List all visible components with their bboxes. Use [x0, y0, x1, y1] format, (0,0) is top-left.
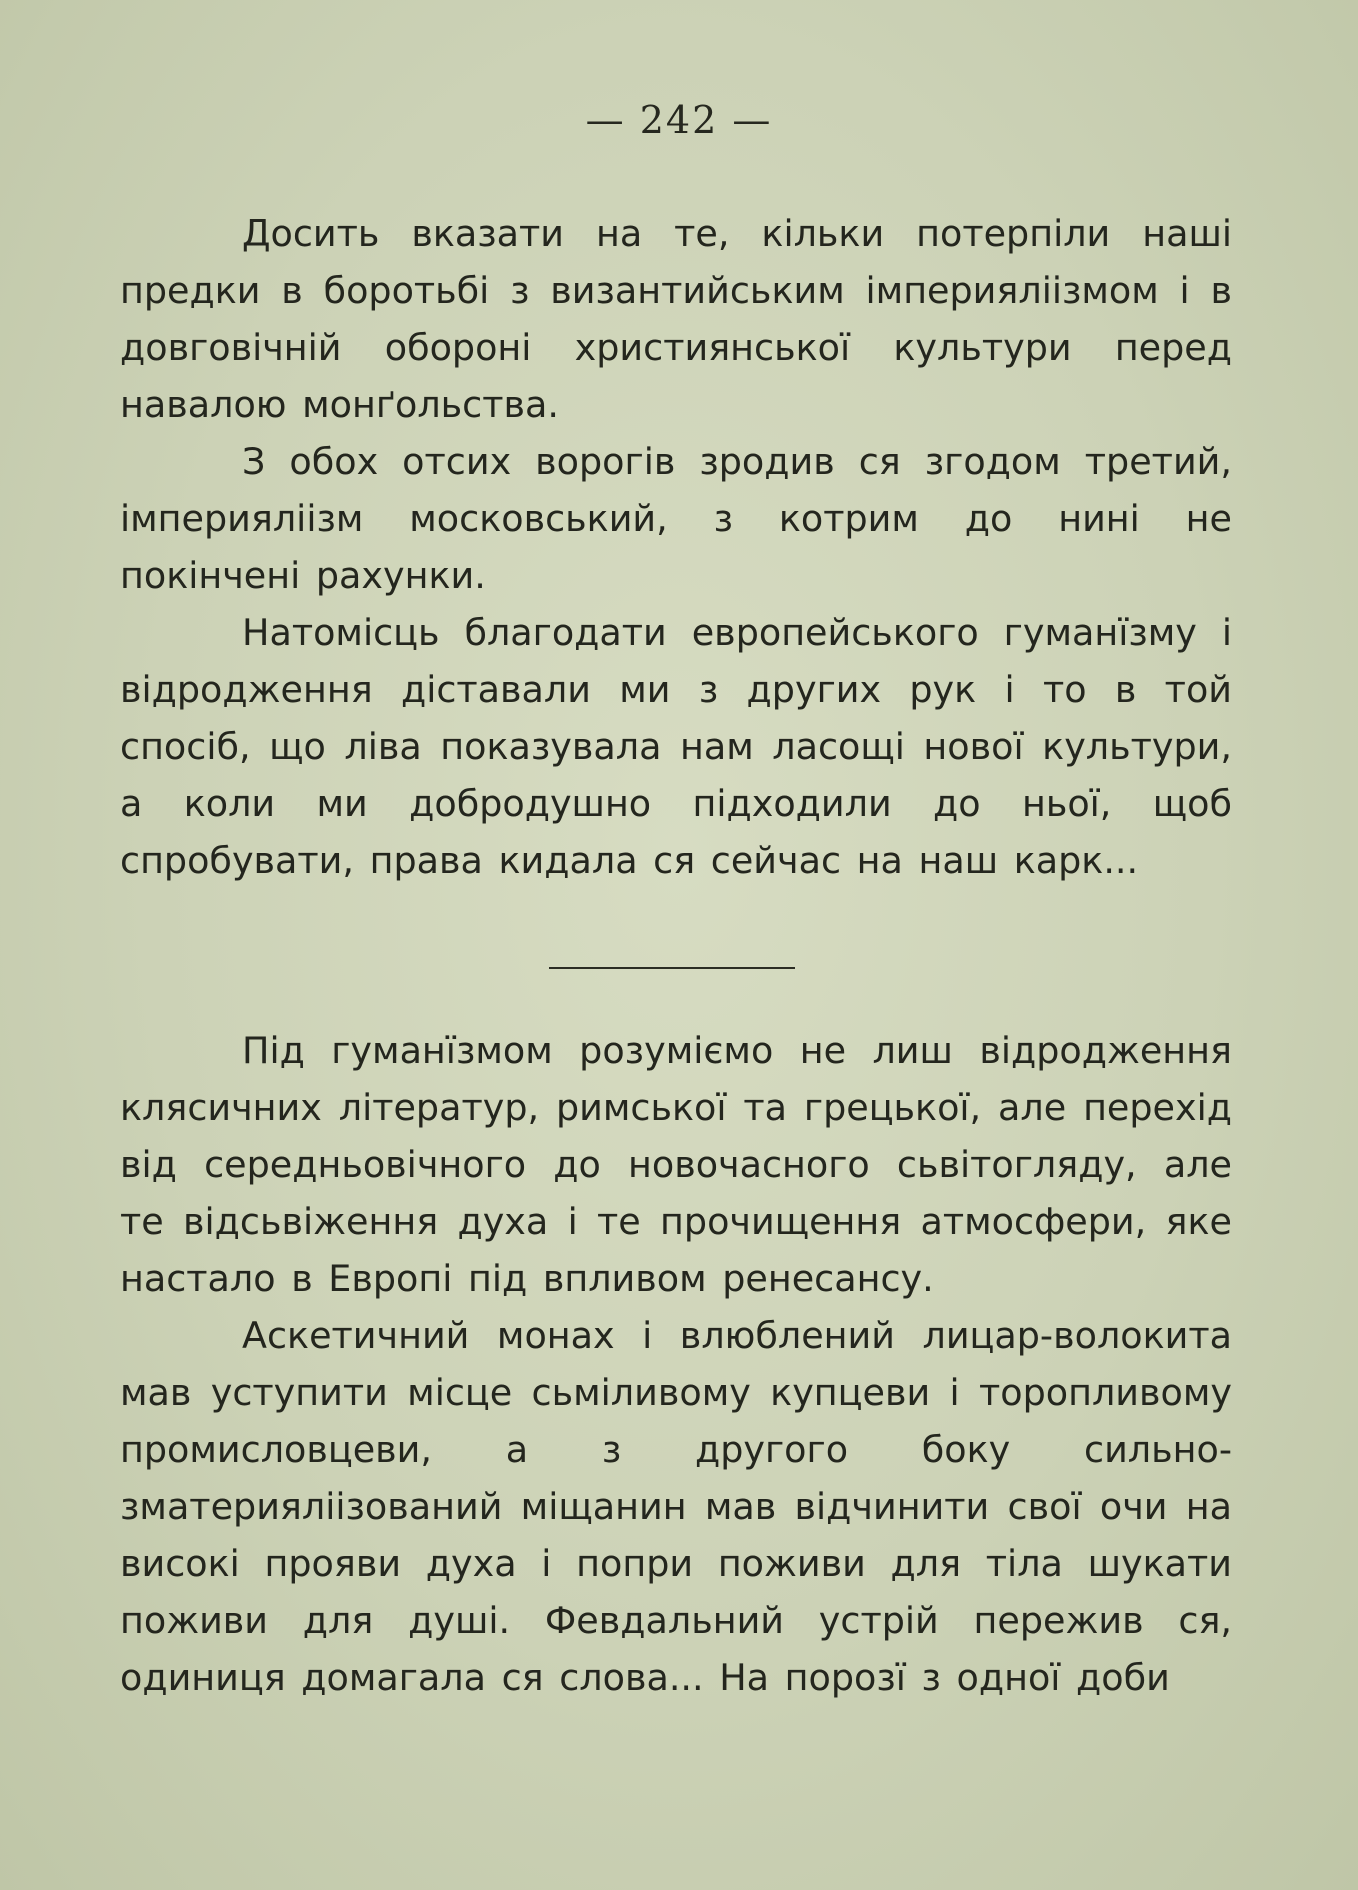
paragraph: Натомісць благодати европейського гуманїзму і відродження діставали ми з других рук і то в той спосіб, що ліва показувала нам ласощі нової культури, а коли ми добродушно підходили до ньої, щоб спробувати, права кидала ся сейчас на наш карк... — [120, 611, 1232, 882]
text-section-upper — [120, 205, 1232, 889]
text-section-lower — [120, 1022, 1232, 1706]
paragraph: Під гуманїзмом розуміємо не лиш відродження клясичних літератур, римської та грецької, але перехід від середньовічного до новочасного сьвітогляду, але те відсьвіження духа і те прочищення атмосфери, яке настало в Европі під впливом ренесансу. — [120, 1029, 1232, 1300]
section-divider — [549, 967, 795, 969]
paragraph: Аскетичний монах і влюблений лицар-волокита мав уступити місце сьміливому купцеви і торопливому промисловцеви, а з другого боку сильно-зматерияліізований міщанин мав відчинити свої очи на високі прояви духа і попри поживи для тіла шукати поживи для душі. Февдальний устрій пережив ся, одиниця домагала ся слова... На порозї з одної доби — [120, 1314, 1232, 1699]
paragraph: Досить вказати на те, кільки потерпіли наші предки в боротьбі з византийським імперияліізмом і в довговічній обороні християнської культури перед навалою монґольства. — [120, 212, 1232, 426]
page-number: — 242 — — [585, 98, 773, 142]
paragraph: З обох отсих ворогів зродив ся згодом третий, імперияліізм московський, з котрим до нині не покінчені рахунки. — [120, 440, 1232, 597]
